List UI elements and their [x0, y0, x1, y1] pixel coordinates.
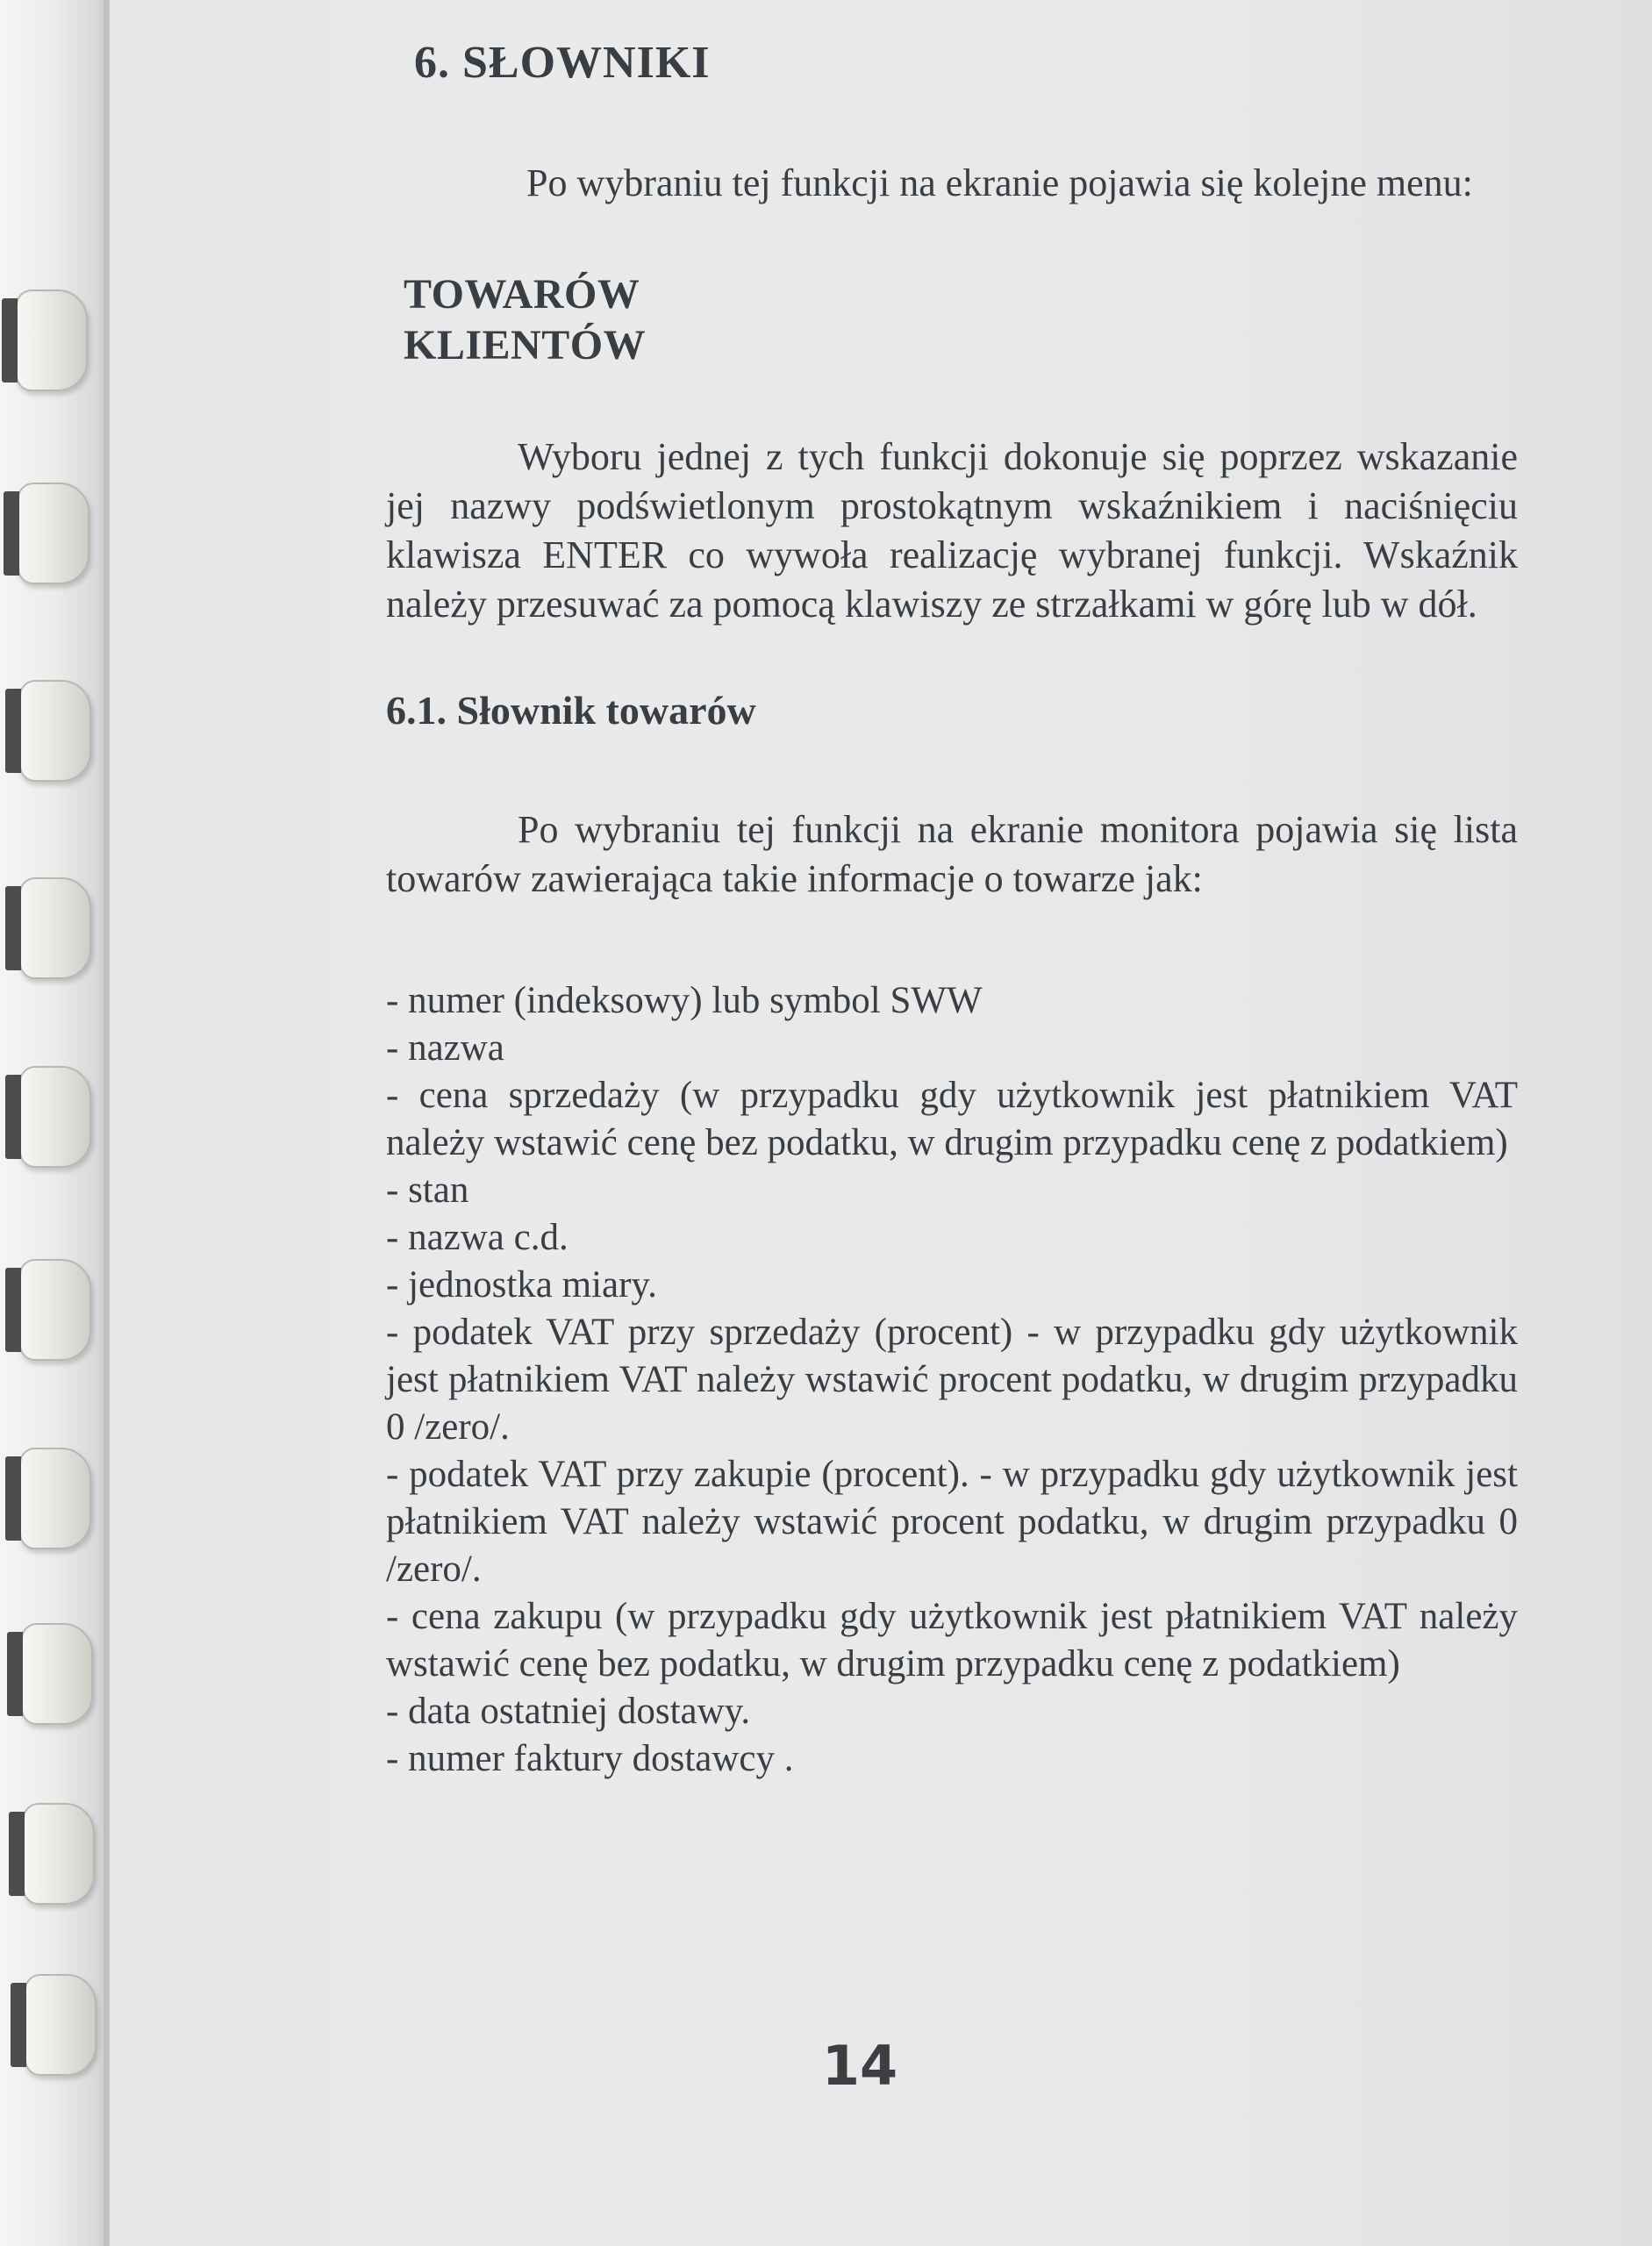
binding-ring — [18, 483, 89, 584]
binding-ring — [19, 1066, 91, 1168]
section-title: 6.1. Słownik towarów — [386, 688, 756, 733]
menu-item-klientow: KLIENTÓW — [404, 322, 647, 368]
list-item: - jednostka miary. — [386, 1264, 657, 1305]
page-content — [386, 18, 1518, 1783]
selection-paragraph: Wyboru jednej z tych funkcji dokonuje się poprzez wskazanie jej nazwy podświetlonym prostokątnym wskaźnikiem i naciśnięciu klawisza ENTER co wywoła realizację wybranej funkcji. Wskaźnik należy przesuwać za pomocą klawiszy ze strzałkami w górę lub w dół. — [386, 435, 1518, 626]
list-item: - cena sprzedaży (w przypadku gdy użytkownik jest płatnikiem VAT należy wstawić cenę bez podatku, w drugim przypadku cenę z podatkiem) — [386, 1075, 1518, 1163]
menu-item-towarow: TOWARÓW — [404, 271, 640, 318]
binding-spine — [104, 0, 109, 2246]
list-item: - numer faktury dostawcy . — [386, 1738, 794, 1779]
binding-ring — [19, 877, 91, 979]
binding-ring — [19, 1448, 91, 1549]
field-list — [386, 977, 1518, 1783]
binding-ring — [19, 1259, 91, 1361]
binding-ring — [21, 1623, 93, 1725]
menu-list — [404, 269, 1518, 371]
list-item: - podatek VAT przy zakupie (procent). - w przypadku gdy użytkownik jest płatnikiem VAT należy wstawić procent podatku, w drugim przypadku 0 /zero/. — [386, 1454, 1518, 1590]
binding-ring — [25, 1974, 97, 2076]
list-item: - numer (indeksowy) lub symbol SWW — [386, 980, 983, 1021]
list-item: - podatek VAT przy sprzedaży (procent) - w przypadku gdy użytkownik jest płatnikiem VAT należy wstawić procent podatku, w drugim przypadku 0 /zero/. — [386, 1312, 1518, 1448]
list-item: - data ostatniej dostawy. — [386, 1691, 751, 1732]
page-number: 14 — [821, 2034, 898, 2098]
section-intro-paragraph: Po wybraniu tej funkcji na ekranie monitora pojawia się lista towarów zawierająca takie informacje o towarze jak: — [386, 808, 1518, 900]
chapter-title: 6. SŁOWNIKI — [414, 38, 711, 88]
intro-paragraph: Po wybraniu tej funkcji na ekranie pojawia się kolejne menu: — [526, 161, 1473, 204]
list-item: - nazwa c.d. — [386, 1217, 569, 1258]
binding-ring — [23, 1803, 95, 1905]
binding-ring — [16, 290, 88, 391]
list-item: - stan — [386, 1169, 469, 1211]
binding-ring — [19, 680, 91, 782]
list-item: - cena zakupu (w przypadku gdy użytkownik jest płatnikiem VAT należy wstawić cenę bez podatku, w drugim przypadku cenę z podatkiem) — [386, 1596, 1518, 1684]
list-item: - nazwa — [386, 1027, 504, 1069]
